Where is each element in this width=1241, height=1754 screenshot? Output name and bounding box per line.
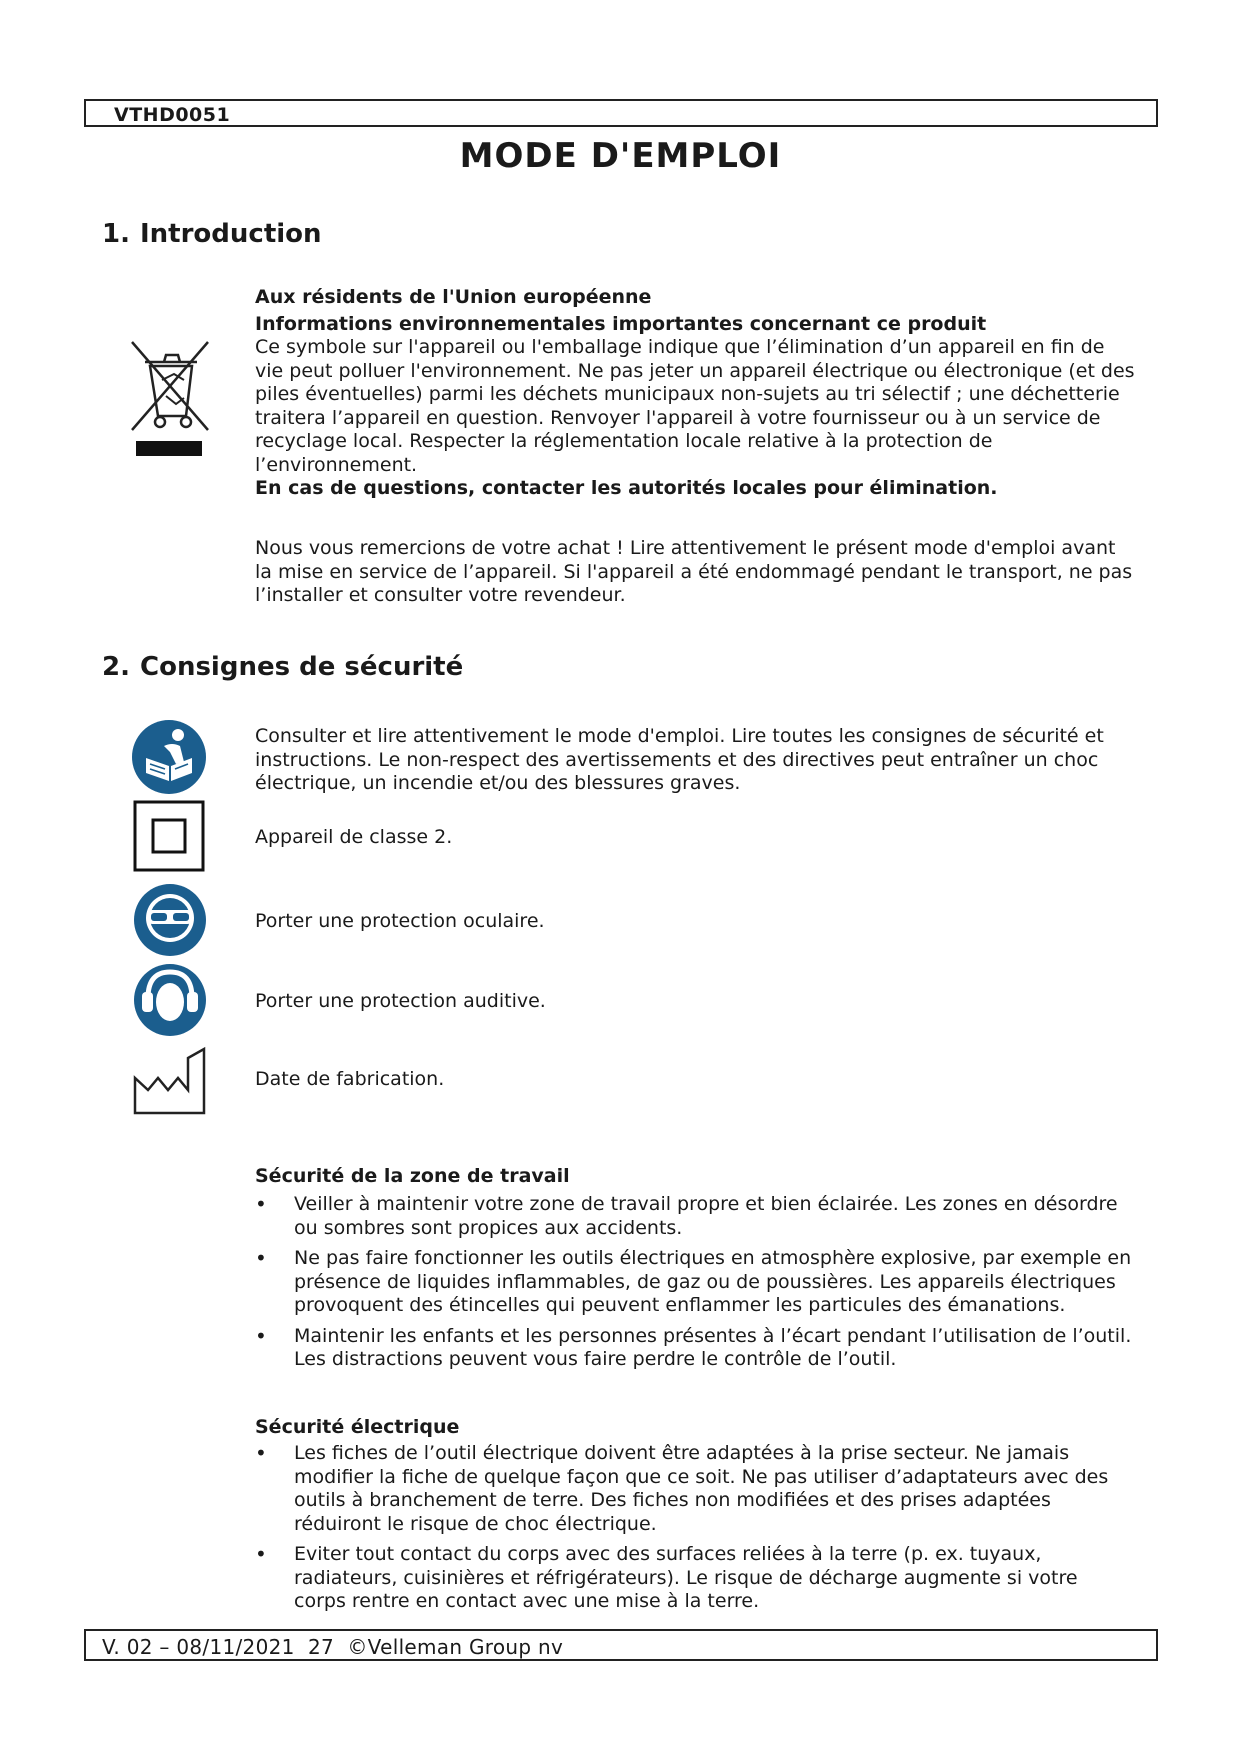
- list-item: • Les fiches de l’outil électrique doivent être adaptées à la prise secteur. Ne jamais modifier la fiche de quelque façon que ce soit. Ne pas utiliser d’adaptateurs avec des outils à branchement de terre. Des fiches non modifiées et des prises adaptées réduiront le risque de choc électrique.: [255, 1442, 1135, 1536]
- header-box: [84, 99, 1158, 127]
- environment-contact-text: En cas de questions, contacter les autorités locales pour élimination.: [255, 477, 998, 499]
- factory-date-icon: [132, 1046, 208, 1120]
- electrical-safety-title: Sécurité électrique: [255, 1416, 460, 1438]
- section-1-heading: [102, 219, 322, 249]
- page-title: MODE D'EMPLOI: [459, 136, 782, 176]
- environment-info-title: Informations environnementales importantes concernant ce produit: [255, 312, 987, 335]
- work-area-safety-title: Sécurité de la zone de travail: [255, 1165, 570, 1187]
- read-manual-text: Consulter et lire attentivement le mode d'emploi. Lire toutes les consignes de sécurité et instructions. Le non-respect des avertissements et des directives peut entraîner un choc électrique, un incendie et/ou des blessures graves.: [255, 725, 1104, 794]
- class-2-text: Appareil de classe 2.: [255, 826, 453, 848]
- list-item: • Veiller à maintenir votre zone de travail propre et bien éclairée. Les zones en désordre ou sombres sont propices aux accidents.: [255, 1193, 1135, 1240]
- footer-copyright: ©Velleman Group nv: [347, 1635, 564, 1659]
- section-1-title: Introduction: [140, 219, 322, 249]
- ear-protection-icon: [132, 962, 208, 1042]
- footer-page-number: 27: [307, 1635, 335, 1659]
- eu-residents-title: Aux résidents de l'Union européenne: [255, 286, 652, 308]
- section-2-title: Consignes de sécurité: [140, 652, 464, 682]
- product-code: VTHD0051: [114, 104, 231, 126]
- thanks-paragraph: Nous vous remercions de votre achat ! Lire attentivement le présent mode d'emploi avant la mise en service de l’appareil. Si l'appareil a été endommagé pendant le transport, ne pas l’installer et consulter votre revendeur.: [255, 537, 1133, 606]
- electrical-safety-list: [255, 1442, 1135, 1621]
- footer-text: [102, 1635, 563, 1659]
- list-item: • Ne pas faire fonctionner les outils électriques en atmosphère explosive, par exemple en présence de liquides inflammables, de gaz ou de poussières. Les appareils électriques provoquent des étincelles qui peuvent enflammer les particules des émanations.: [255, 1247, 1135, 1318]
- work-area-safety-list: [255, 1193, 1135, 1379]
- manufacture-date-text: Date de fabrication.: [255, 1068, 445, 1090]
- eye-protection-icon: [132, 882, 208, 962]
- class-2-icon: [133, 800, 205, 876]
- list-item: • Maintenir les enfants et les personnes présentes à l’écart pendant l’utilisation de l’outil. Les distractions peuvent vous faire perdre le contrôle de l’outil.: [255, 1325, 1135, 1372]
- footer-box: [84, 1629, 1158, 1661]
- footer-version: V. 02 – 08/11/2021: [102, 1635, 295, 1659]
- section-2-number: 2.: [102, 652, 130, 682]
- section-1-eu-text: [255, 286, 1135, 501]
- ear-protection-text: Porter une protection auditive.: [255, 990, 546, 1012]
- eye-protection-text: Porter une protection oculaire.: [255, 910, 545, 932]
- environment-info-text: Ce symbole sur l'appareil ou l'emballage indique que l’élimination d’un appareil en fin de vie peut polluer l'environnement. Ne pas jeter un appareil électrique ou électronique (et des piles éventuelles) parmi les déchets municipaux non-sujets au tri sélectif ; une déchetterie traitera l’appareil en question. Renvoyer l'appareil à votre fournisseur ou à un service de recyclage local. Respecter la réglementation locale relative à la protection de l’environnement.: [255, 336, 1135, 476]
- weee-bin-icon: [128, 338, 210, 462]
- section-2-heading: [102, 652, 463, 682]
- read-manual-icon: [130, 718, 208, 800]
- list-item: • Eviter tout contact du corps avec des surfaces reliées à la terre (p. ex. tuyaux, radiateurs, cuisinières et réfrigérateurs). Le risque de décharge augmente si votre corps rentre en contact avec une mise à la terre.: [255, 1543, 1135, 1614]
- section-1-number: 1.: [102, 219, 130, 249]
